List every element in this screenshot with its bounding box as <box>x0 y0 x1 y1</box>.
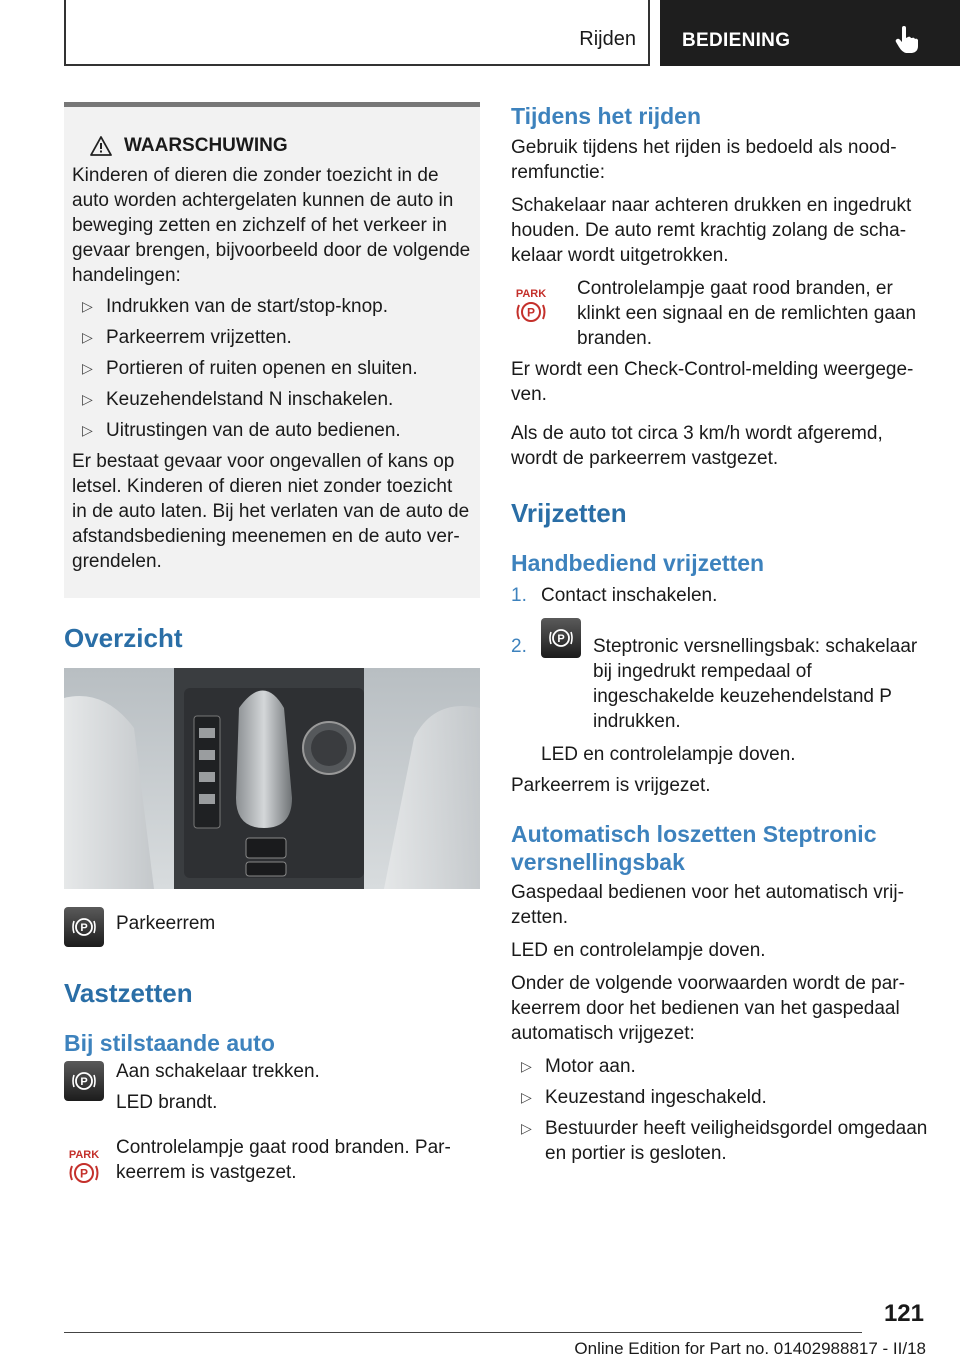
warning-box <box>64 102 480 598</box>
list-item: ▷ Keuzehendelstand N inschakelen. <box>72 387 472 412</box>
text-speed-threshold: Als de auto tot circa 3 km/h wordt afgeremd, wordt de parkeerrem vastgezet. <box>511 423 883 469</box>
svg-text:P: P <box>79 1166 89 1181</box>
header-section-box <box>64 0 650 66</box>
list-item: ▷ Motor aan. <box>511 1054 929 1079</box>
warning-outro: Er bestaat gevaar voor ongevallen of kans op letsel. Kinderen of dieren niet zonder toezicht in de auto laten. Bij het verlaten van de auto de afstandsbediening meenemen en de auto vergrendelen. <box>72 451 470 572</box>
text-led-lamp-off: LED en controlelampje doven. <box>511 940 766 961</box>
park-warning-lamp-icon <box>64 1147 104 1187</box>
header-chapter-box <box>660 0 960 66</box>
svg-text:PARK: PARK <box>68 1149 100 1161</box>
hand-pointer-icon <box>894 26 920 54</box>
text-conditions-intro: Onder de volgende voorwaarden wordt de parkeerrem door het bedienen van het gaspedaal automatisch vrijgezet: <box>511 973 905 1044</box>
header-section-title: Rijden <box>579 28 636 50</box>
page-header <box>64 0 960 66</box>
parking-brake-button-icon <box>64 1061 104 1101</box>
heading-tijdens: Tijdens het rijden <box>511 103 701 129</box>
icon-row-park-lamp <box>64 1135 480 1194</box>
step-text: Steptronic versnellingsbak: schakelaar bij ingedrukt rempedaal of ingeschakelde keuzehendelstand P indrukken. <box>593 636 918 732</box>
svg-text:P: P <box>80 922 88 934</box>
warning-intro: Kinderen of dieren die zonder toezicht in de auto worden achtergelaten kunnen de auto in beweging zetten en zichzelf of het verkeer in gevaar brengen, bijvoorbeeld door de volgende handelingen: <box>72 165 471 286</box>
step-item <box>511 583 929 608</box>
parking-brake-button-icon <box>541 618 581 658</box>
list-item: ▷ Keuzestand ingeschakeld. <box>511 1085 929 1110</box>
bullet-triangle-icon: ▷ <box>82 298 93 314</box>
subheading-automatisch: Automatisch loszetten Steptronic versnellingsbak <box>511 821 877 875</box>
step-number: 1. <box>511 585 527 606</box>
svg-text:PARK: PARK <box>515 288 547 300</box>
parking-brake-button-icon <box>64 907 104 947</box>
bullet-triangle-icon: ▷ <box>82 422 93 438</box>
subheading-stilstaande: Bij stilstaande auto <box>64 1030 275 1056</box>
heading-vrijzetten: Vrijzetten <box>511 498 627 528</box>
bullet-triangle-icon: ▷ <box>521 1120 532 1136</box>
step-item <box>511 618 929 767</box>
footer-edition-text: Online Edition for Part no. 01402988817 - II/18 <box>574 1339 926 1358</box>
list-item: ▷ Portieren of ruiten openen en sluiten. <box>72 356 472 381</box>
photo-caption: Parkeerrem <box>116 913 216 934</box>
text-check-control: Er wordt een Check-Control-melding weergegeven. <box>511 359 914 405</box>
text-pull-switch: Aan schakelaar trekken. <box>116 1061 320 1082</box>
text-accelerator: Gaspedaal bedienen voor het automatisch vrijzetten. <box>511 882 904 928</box>
text-led-on: LED brandt. <box>116 1092 218 1113</box>
text-hold-switch: Schakelaar naar achteren drukken en ingedrukt houden. De auto remt krachtig zolang de schakelaar wordt uitgetrokken. <box>511 195 912 266</box>
warning-title: WAARSCHUWING <box>124 135 288 156</box>
park-warning-lamp-icon <box>511 286 551 326</box>
subheading-handbediend: Handbediend vrijzetten <box>511 550 765 576</box>
heading-vastzetten: Vastzetten <box>64 978 193 1008</box>
left-column <box>64 102 480 1194</box>
bullet-triangle-icon: ▷ <box>521 1089 532 1105</box>
header-chapter-title: BEDIENING <box>682 30 791 51</box>
text-led-off: LED en controlelampje doven. <box>541 744 796 765</box>
text-emergency-use: Gebruik tijdens het rijden is bedoeld als noodremfunctie: <box>511 137 897 183</box>
svg-text:P: P <box>526 305 536 320</box>
warning-heading <box>72 133 472 158</box>
page-footer <box>64 1332 926 1358</box>
icon-row-vastzetten <box>64 1059 480 1115</box>
list-item: ▷ Uitrustingen van de auto bedienen. <box>72 418 472 443</box>
bullet-triangle-icon: ▷ <box>82 391 93 407</box>
page-number: 121 <box>883 1300 924 1327</box>
step-text: Contact inschakelen. <box>541 585 718 606</box>
svg-text:P: P <box>80 1076 88 1088</box>
bullet-triangle-icon: ▷ <box>82 360 93 376</box>
text-lamp-signal: Controlelampje gaat rood branden, er klinkt een signaal en de remlichten gaan branden. <box>577 278 917 349</box>
bullet-triangle-icon: ▷ <box>82 329 93 345</box>
warning-triangle-icon <box>90 136 112 156</box>
icon-row-park-lamp-driving <box>511 276 929 351</box>
svg-text:P: P <box>557 633 565 645</box>
text-park-lamp-red: Controlelampje gaat rood branden. Parkeerrem is vastgezet. <box>116 1137 451 1183</box>
text-released: Parkeerrem is vrijgezet. <box>511 775 711 796</box>
list-item: ▷ Indrukken van de start/stop-knop. <box>72 294 472 319</box>
bullet-triangle-icon: ▷ <box>521 1058 532 1074</box>
right-column <box>511 102 929 1172</box>
list-item: ▷ Bestuurder heeft veiligheidsgordel omgedaan en portier is gesloten. <box>511 1116 929 1166</box>
step-number: 2. <box>511 636 527 657</box>
icon-row-overzicht <box>64 907 480 947</box>
heading-overzicht: Overzicht <box>64 623 183 653</box>
list-item: ▷ Parkeerrem vrijzetten. <box>72 325 472 350</box>
center-console-photo <box>64 668 480 889</box>
